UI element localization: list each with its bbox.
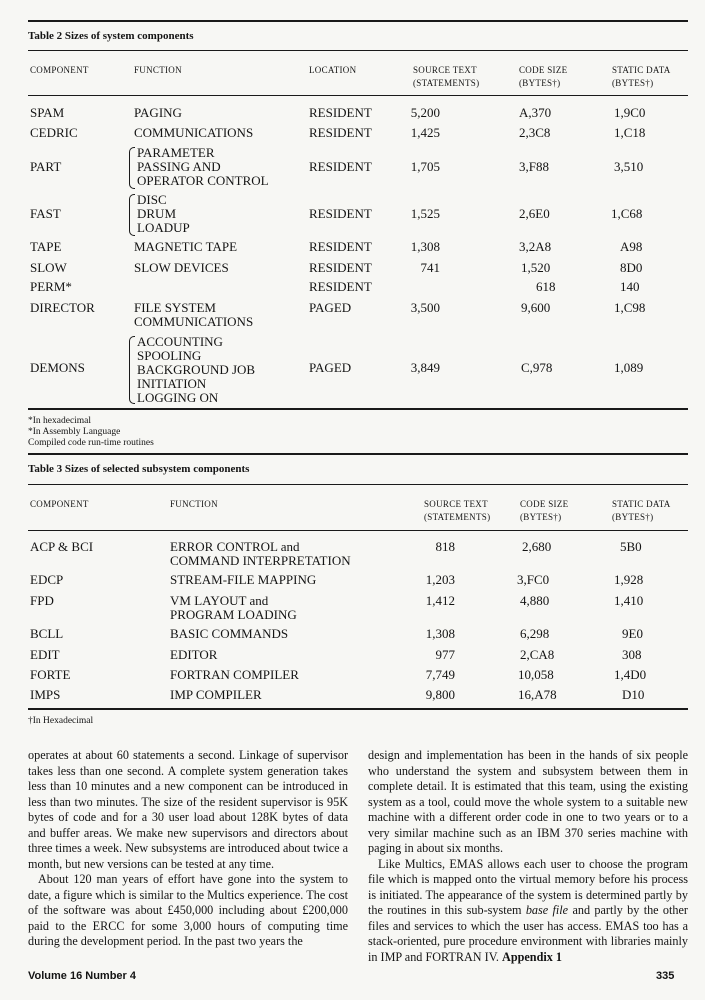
table3-header-source-text: SOURCE TEXT — [424, 499, 488, 509]
table2-row-location: PAGED — [309, 360, 352, 375]
table3-row-component: IMPS — [30, 687, 61, 702]
table2-row-location: RESIDENT — [309, 105, 372, 120]
table2-row-component: CEDRIC — [30, 125, 78, 140]
table2-row-static: 1,C98 — [614, 300, 646, 315]
table2-header-component: COMPONENT — [30, 65, 89, 75]
table2-row-code: 618 — [536, 279, 556, 294]
body-italic-term: base file — [525, 903, 569, 917]
table3-row-code: 16,A78 — [518, 687, 557, 702]
table2-row-static: 1,C68 — [611, 206, 643, 221]
table3-row-source: 977 — [435, 647, 455, 662]
table2-row-function: SLOW DEVICES — [134, 260, 229, 275]
table3-row-function: BASIC COMMANDS — [170, 626, 289, 641]
table2-footnote: *In Assembly Language — [28, 427, 121, 437]
table2-row-component: DIRECTOR — [30, 300, 95, 315]
page-number: 335 — [656, 970, 675, 982]
table3-row-static: 9E0 — [622, 626, 643, 641]
table3-row-function: VM LAYOUT and PROGRAM LOADING — [170, 593, 297, 622]
table2-row-static: 1,C18 — [614, 125, 646, 140]
table2-header-code-size: CODE SIZE — [519, 65, 568, 75]
table3-row-component: FPD — [30, 593, 54, 608]
table2-row-function: FILE SYSTEM COMMUNICATIONS — [134, 300, 254, 329]
table2-title: Table 2 Sizes of system components — [28, 30, 194, 42]
body-paragraph: About 120 man years of effort have gone into the system to date, a figure which is similar to the Multics experience. The cost of the software was about £450,000 including about £200,000 paid to the ERCC for some 3,000 hours of computing time during the development period. In the past two years the — [28, 872, 348, 948]
table2-row-function: PAGING — [134, 105, 182, 120]
table3-row-component: FORTE — [30, 667, 71, 682]
table2-row-location: RESIDENT — [309, 206, 372, 221]
table2-row-function: DISC DRUM LOADUP — [137, 192, 190, 235]
table3-row-code: 10,058 — [518, 667, 554, 682]
table2-row-code: 3,F88 — [519, 159, 549, 174]
table2-row-static: 8D0 — [620, 260, 643, 275]
table2-row-source: 1,705 — [410, 159, 440, 174]
table2-header-code-size-sub: (BYTES†) — [519, 78, 561, 88]
table2-row-static: 1,9C0 — [614, 105, 646, 120]
table3-header-function: FUNCTION — [170, 499, 218, 509]
table3-header-code-size: CODE SIZE — [520, 499, 569, 509]
table2-header-function: FUNCTION — [134, 65, 182, 75]
table3-row-function: STREAM-FILE MAPPING — [170, 572, 317, 587]
table2-row-source: 741 — [420, 260, 440, 275]
table3-row-function: ERROR CONTROL and COMMAND INTERPRETATION — [170, 539, 351, 568]
table3-title-rule — [28, 484, 688, 485]
table2-row-function: ACCOUNTING SPOOLING BACKGROUND JOB INITIATION LOGGING ON — [137, 334, 256, 405]
table2-footnote: *In hexadecimal — [28, 416, 92, 426]
table3-row-function: EDITOR — [170, 647, 218, 662]
appendix-reference: Appendix 1 — [502, 949, 562, 964]
table3-bottom-rule — [28, 708, 688, 710]
table2-header-static-data: STATIC DATA — [612, 65, 671, 75]
table3-row-component: ACP & BCI — [30, 539, 94, 554]
table2-row-component: FAST — [30, 206, 61, 221]
body-paragraph — [368, 857, 688, 966]
table2-row-component: DEMONS — [30, 360, 85, 375]
table2-row-static: 140 — [620, 279, 640, 294]
table3-header-static-data: STATIC DATA — [612, 499, 671, 509]
table2-top-rule — [28, 20, 688, 22]
table3-row-function: IMP COMPILER — [170, 687, 262, 702]
table3-row-source: 1,203 — [425, 572, 455, 587]
table3-row-component: EDCP — [30, 572, 64, 587]
table2-row-source: 1,425 — [410, 125, 440, 140]
table2-row-source: 3,500 — [410, 300, 440, 315]
table2-row-location: PAGED — [309, 300, 352, 315]
table2-footnote: Compiled code run-time routines — [28, 438, 154, 448]
table3-row-code: 4,880 — [520, 593, 550, 608]
table3-row-static: D10 — [622, 687, 645, 702]
table2-brace — [129, 336, 135, 404]
body-paragraph: design and implementation has been in the hands of six people who understand the system and subsystem between them in complete detail. It is estimated that this team, using the existing system as a tool, could move the whole system to a suitable new machine with a different order code in one to two years or to a very similar machine such as an IBM 370 series machine with paging in about six months. — [368, 748, 688, 855]
table3-row-static: 5B0 — [620, 539, 642, 554]
table2-row-static: A98 — [620, 239, 643, 254]
table3-row-static: 308 — [622, 647, 642, 662]
table2-row-location: RESIDENT — [309, 125, 372, 140]
table2-row-component: SLOW — [30, 260, 67, 275]
table2-row-source: 1,525 — [410, 206, 440, 221]
table2-row-source: 3,849 — [410, 360, 440, 375]
table2-row-function: MAGNETIC TAPE — [134, 239, 238, 254]
table2-row-location: RESIDENT — [309, 260, 372, 275]
table3-row-function: FORTRAN COMPILER — [170, 667, 299, 682]
table2-row-code: 2,6E0 — [519, 206, 550, 221]
journal-issue: Volume 16 Number 4 — [28, 970, 136, 982]
table3-row-source: 9,800 — [425, 687, 455, 702]
table3-row-source: 1,412 — [425, 593, 455, 608]
table2-row-location: RESIDENT — [309, 239, 372, 254]
table3-row-static: 1,928 — [614, 572, 644, 587]
body-paragraph: operates at about 60 statements a second. Linkage of supervisor takes less than one second. A complete system generation takes less than 10 minutes and a new component can be introduced in less than two minutes. The size of the resident supervisor is 95K bytes of code and for a 30 user load about 128K bytes of data and buffer areas. We make new supervisors and directors about three times a week. New subsystems are introduced about twice a month, but new versions can be tested at any time. — [28, 748, 348, 871]
table2-brace — [129, 194, 135, 236]
table2-row-component: PART — [30, 159, 62, 174]
table2-row-code: C,978 — [521, 360, 553, 375]
table2-header-source-text-sub: (STATEMENTS) — [413, 78, 480, 88]
table3-row-component: BCLL — [30, 626, 64, 641]
table2-brace — [129, 147, 135, 189]
table2-header-source-text: SOURCE TEXT — [413, 65, 477, 75]
table2-row-function: PARAMETER PASSING AND OPERATOR CONTROL — [137, 145, 269, 188]
table2-row-component: TAPE — [30, 239, 62, 254]
table2-row-source: 5,200 — [410, 105, 440, 120]
table2-row-location: RESIDENT — [309, 279, 372, 294]
table2-header-location: LOCATION — [309, 65, 357, 75]
body-right-column — [368, 748, 688, 965]
table3-footnote: †In Hexadecimal — [28, 716, 94, 726]
table2-row-component: PERM* — [30, 279, 72, 294]
table3-row-source: 818 — [435, 539, 455, 554]
table2-row-static: 3,510 — [614, 159, 644, 174]
table3-title: Table 3 Sizes of selected subsystem components — [28, 463, 250, 475]
table2-row-code: 3,2A8 — [519, 239, 552, 254]
table2-row-source: 1,308 — [410, 239, 440, 254]
body-text: and partly by the other files and services to which the user has access. EMAS too has a stack-oriented, pure procedure environment with libraries mainly in IMP and FORTRAN IV. — [368, 903, 688, 964]
table3-row-code: 2,CA8 — [520, 647, 555, 662]
table3-header-rule — [28, 530, 688, 531]
table2-row-component: SPAM — [30, 105, 65, 120]
table2-bottom-rule — [28, 408, 688, 410]
table3-row-code: 3,FC0 — [517, 572, 550, 587]
table3-header-code-size-sub: (BYTES†) — [520, 512, 562, 522]
table2-row-code: 2,3C8 — [519, 125, 551, 140]
table3-top-rule — [28, 453, 688, 455]
table2-row-static: 1,089 — [614, 360, 644, 375]
table3-header-static-data-sub: (BYTES†) — [612, 512, 654, 522]
table2-row-location: RESIDENT — [309, 159, 372, 174]
table2-row-function: COMMUNICATIONS — [134, 125, 254, 140]
table2-header-static-data-sub: (BYTES†) — [612, 78, 654, 88]
table3-row-code: 6,298 — [520, 626, 550, 641]
table3-row-code: 2,680 — [522, 539, 552, 554]
table3-row-component: EDIT — [30, 647, 60, 662]
table3-row-static: 1,4D0 — [614, 667, 647, 682]
table2-header-rule — [28, 95, 688, 96]
table3-header-component: COMPONENT — [30, 499, 89, 509]
table2-row-code: A,370 — [519, 105, 552, 120]
table3-row-source: 1,308 — [425, 626, 455, 641]
table3-row-source: 7,749 — [425, 667, 455, 682]
table2-title-rule — [28, 50, 688, 51]
table2-row-code: 1,520 — [521, 260, 551, 275]
table3-row-static: 1,410 — [614, 593, 644, 608]
table3-header-source-text-sub: (STATEMENTS) — [424, 512, 491, 522]
body-left-column — [28, 748, 348, 950]
table2-row-code: 9,600 — [521, 300, 551, 315]
body-text: Like Multics, EMAS allows each user to choose the program file which is mapped onto the virtual memory before his process is initiated. The appearance of the system is determined partly by the routines in this sub-system — [368, 856, 688, 917]
